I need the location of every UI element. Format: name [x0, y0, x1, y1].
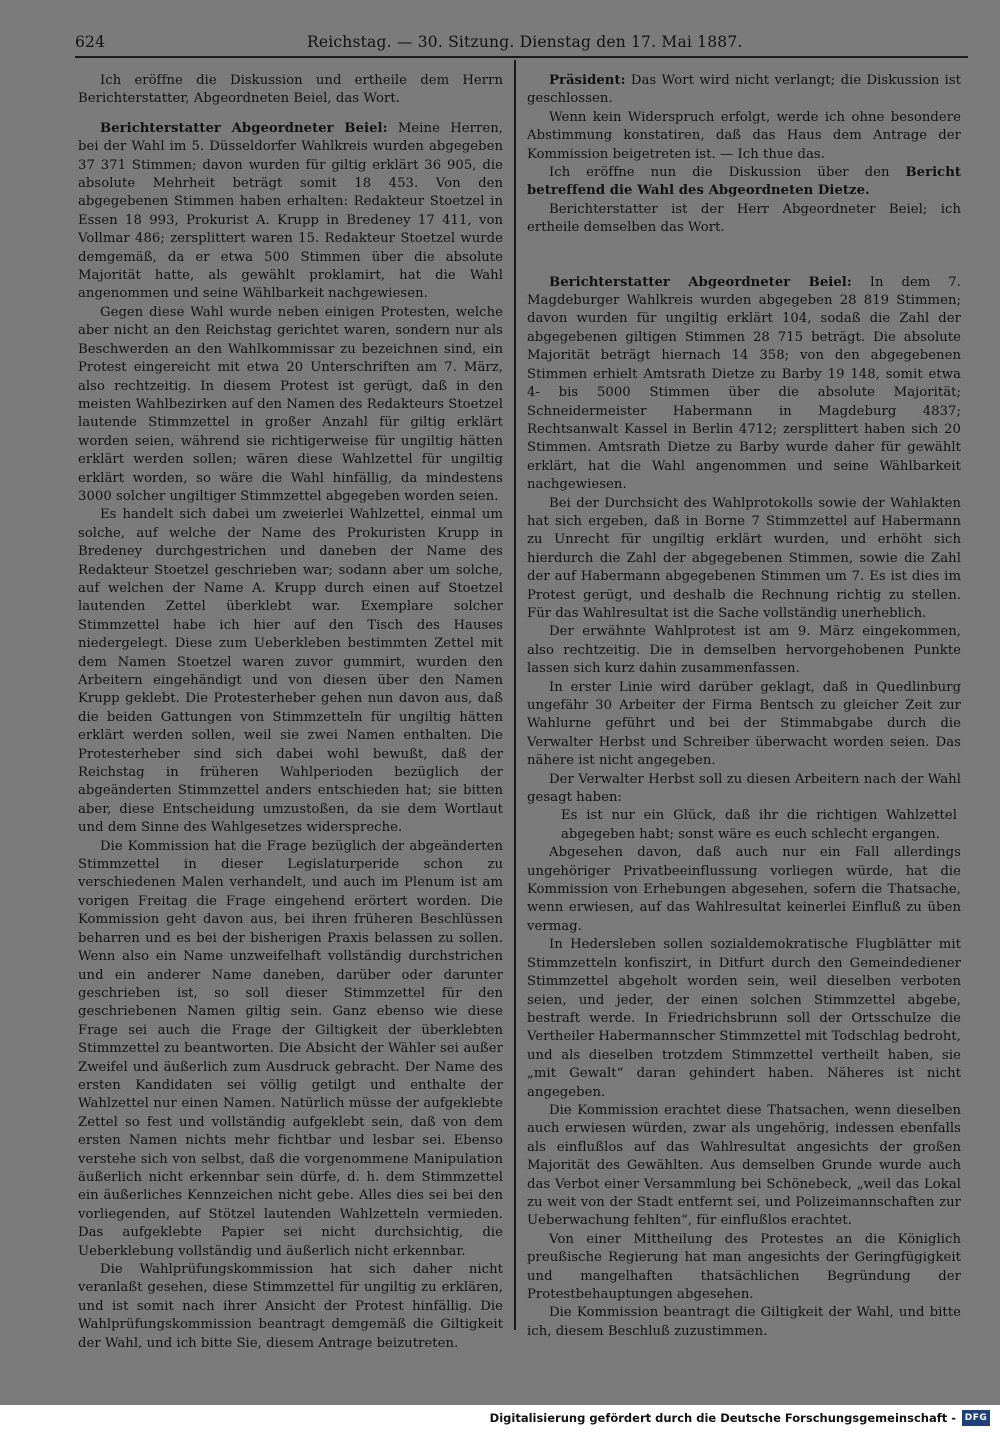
- paragraph: In Hedersleben sollen sozialdemokratische Flugblätter mit Stimmzetteln konfiszirt, in Ditfurt durch den Gemeindediener Stimmzettel abgeholt worden sein, weil dieselben verboten seien, und jeder, der einen solchen Stimmzettel abgebe, bestraft werde. In Friedrichsbrunn soll der Ortsschulze die Vertheiler Habermannscher Stimmzettel mit Todschlag bedroht, und als dieselben trotzdem Stimmzettel vertheilt haben, sie „mit Gewalt“ daran gehindert haben. Näheres ist nicht angegeben.: [527, 937, 961, 1100]
- column-divider: [514, 60, 516, 1330]
- paragraph: Berichterstatter ist der Herr Abgeordneter Beiel; ich ertheile demselben das Wort.: [527, 201, 961, 236]
- paragraph: Wenn kein Widerspruch erfolgt, werde ich ohne besondere Abstimmung konstatiren, daß das Haus dem Antrage der Kommission beigetreten ist. — Ich thue das.: [527, 109, 961, 162]
- agenda-item-title: Bericht betreffend die Wahl des Abgeordneten Dietze.: [527, 165, 961, 199]
- speech-text: In dem 7. Magdeburger Wahlkreis wurden abgegeben 28 819 Stimmen; davon wurden für ungiltig erklärt 104, sodaß die Zahl der abgegebenen giltigen Stimmen 28 715 beträgt. Die absolute Majorität beträgt hiernach 14 358; von den abgegebenen Stimmen erhielt Amtsrath Dietze zu Barby 19 148, somit etwa 4- bis 5000 Stimmen über die absolute Majorität; Schneidermeister Habermann in Magdeburg 4837; Rechtsanwalt Kassel in Berlin 4712; zersplittert haben sich 20 Stimmen. Amtsrath Dietze zu Barby wurde daher für gewählt erklärt, hat die Wahl angenommen und seine Wählbarkeit nachgewiesen.: [527, 274, 961, 493]
- paragraph: In erster Linie wird darüber geklagt, daß in Quedlinburg ungefähr 30 Arbeiter der Firma Bentsch zu gleicher Zeit zur Wahlurne geführt und bei der Stimmabgabe durch die Verwalter Herbst und Schreiber überwacht worden seien. Das nähere ist nicht angegeben.: [527, 679, 961, 769]
- paragraph: Die Kommission erachtet diese Thatsachen, wenn dieselben auch erwiesen würden, zwar als ungehörig, indessen ebenfalls als einflußlos auf das Wahlresultat angesichts der großen Majorität des Gewählten. Aus demselben Grunde wurde auch das Verbot einer Versammlung bei Schönebeck, „weil das Lokal zu weit von der Stadt entfernt sei, und Polizeimannschaften zur Ueberwachung fehlten“, für einflußlos erachtet.: [527, 1102, 961, 1229]
- paragraph: Die Kommission beantragt die Giltigkeit der Wahl, und bitte ich, diesem Beschluß zuzustimmen.: [527, 1305, 961, 1339]
- speech-text: Meine Herren, bei der Wahl im 5. Düsseldorfer Wahlkreis wurden abgegeben 37 371 Stimmen; davon wurden für giltig erklärt 36 905, die absolute Mehrheit beträgt somit 18 453. Von den abgegebenen Stimmen haben erhalten: Redakteur Stoetzel in Essen 18 993, Prokurist A. Krupp in Bredeney 17 411, von Vollmar 486; zersplittert waren 15. Redakteur Stoetzel wurde demgemäß, da er etwa 500 Stimmen über die absolute Majorität hatte, als gewählt proklamirt, hat die Wahl angenommen und seine Wählbarkeit nachgewiesen.: [78, 120, 504, 302]
- paragraph: [527, 274, 961, 495]
- paragraph: [527, 72, 961, 109]
- speech-text: Das Wort wird nicht verlangt; die Diskussion ist geschlossen.: [527, 73, 961, 107]
- paragraph: Abgesehen davon, daß auch nur ein Fall allerdings ungehöriger Privatbeeinflussung vorliegen würde, hat die Kommission von Erhebungen abgesehen, sofern die Thatsache, wenn erwiesen, auf das Wahlresultat keinerlei Einfluß zu üben vermag.: [527, 845, 961, 934]
- paragraph: Bei der Durchsicht des Wahlprotokolls sowie der Wahlakten hat sich ergeben, daß in Borne 7 Stimmzettel auf Habermann zu Unrecht für ungiltig erklärt wurden, und erhöht sich hierdurch die Zahl der abgegebenen Stimmen, sowie die Zahl der auf Habermann abgegebenen Stimmen um 7. Es ist dies im Protest gerügt, und deshalb die Rechnung richtig zu stellen. Für das Wahlresultat ist die Sache vollständig unerheblich.: [527, 495, 961, 621]
- paragraph: [78, 120, 503, 304]
- paragraph: Der Verwalter Herbst soll zu diesen Arbeitern nach der Wahl gesagt haben:: [527, 771, 961, 806]
- paragraph: Es handelt sich dabei um zweierlei Wahlzettel, einmal um solche, auf welche der Name des Prokuristen Krupp in Bredeney durchgestrichen und daneben der Name des Redakteur Stoetzel geschrieben war; sodann aber um solche, auf welchen der Name A. Krupp durch einen auf Stoetzel lautenden Zettel überklebt war. Exemplare solcher Stimmzettel habe ich hier auf den Tisch des Hauses niedergelegt. Diese zum Ueberkleben bestimmten Zettel mit dem Namen Stoetzel waren zuvor gummirt, wurden den Arbeitern eingehändigt und von diesen über den Namen Krupp geklebt. Die Protesterheber gehen nun davon aus, daß die beiden Gattungen von Stimmzetteln für ungiltig hätten erklärt werden sollen, weil sie zwei Namen enthalten. Die Protesterheber sind sich dabei wohl bewußt, daß der Reichstag in früheren Wahlperioden bezüglich der abgeänderten Stimmzettel anders entschieden hat; sie bitten aber, diese Entscheidung umzustoßen, da sie dem Wortlaut und dem Sinne des Wahlgesetzes widerspreche.: [78, 507, 503, 836]
- right-column: [527, 72, 961, 1341]
- paragraph: Der erwähnte Wahlprotest ist am 9. März eingekommen, also rechtzeitig. Die in demselben hervorgehobenen Punkte lassen sich kurz dahin zusammenfassen.: [527, 624, 961, 677]
- footer-bar: [0, 1405, 1000, 1432]
- paragraph: Von einer Mittheilung des Protestes an die Königlich preußische Regierung hat man angesichts der Geringfügigkeit und mangelhaften thatsächlichen Begründung der Protestbehauptungen abgesehen.: [527, 1231, 961, 1302]
- speaker-name: Berichterstatter Abgeordneter Beiel:: [549, 274, 852, 290]
- left-column: [78, 72, 503, 1353]
- header-rule: [75, 56, 968, 58]
- paragraph: Die Wahlprüfungskommission hat sich daher nicht veranlaßt gesehen, diese Stimmzettel für ungiltig zu erklären, und ist somit nach ihrer Ansicht der Protest hinfällig. Die Wahlprüfungskommission beantragt demgemäß die Giltigkeit der Wahl, und ich bitte Sie, diesem Antrage beizutreten.: [78, 1262, 503, 1351]
- running-title: Reichstag. — 30. Sitzung. Dienstag den 17. Mai 1887.: [307, 33, 743, 51]
- speaker-name: Berichterstatter Abgeordneter Beiel:: [100, 120, 388, 136]
- agenda-intro: Ich eröffne nun die Diskussion über den: [549, 165, 906, 181]
- speaker-name: Präsident:: [549, 73, 626, 88]
- footer-credit: Digitalisierung gefördert durch die Deutsche Forschungsgemeinschaft -: [489, 1411, 956, 1425]
- paragraph: Gegen diese Wahl wurde neben einigen Protesten, welche aber nicht an den Reichstag gerichtet waren, sondern nur als Beschwerden an den Wahlkommissar zu bezeichnen sind, ein Protest eingereicht mit etwa 20 Unterschriften am 7. März, also rechtzeitig. In diesem Protest ist gerügt, daß in den meisten Wahlbezirken auf den Namen des Redakteurs Stoetzel lautende Stimmzettel in großer Anzahl für giltig erklärt worden seien, während sie richtigerweise für ungiltig hätten erklärt werden sollen; wären diese Wahlzettel für ungiltig erklärt worden, so wäre die Wahl hinfällig, da mindestens 3000 solcher ungiltiger Stimmzettel abgegeben worden seien.: [78, 304, 503, 504]
- page-number: 624: [75, 33, 106, 51]
- dfg-logo: DFG: [962, 1410, 990, 1426]
- page-header: [75, 30, 967, 54]
- quoted-paragraph: Es ist nur ein Glück, daß ihr die richtigen Wahlzettel abgegeben habt; sonst wäre es euch schlecht ergangen.: [561, 808, 957, 842]
- paragraph: Die Kommission hat die Frage bezüglich der abgeänderten Stimmzettel in dieser Legislaturperide schon zu verschiedenen Malen verhandelt, und auch im Plenum ist am vorigen Freitag die Frage eingehend erörtert worden. Die Kommission geht davon aus, bei ihren früheren Beschlüssen beharren und es bei der bisherigen Praxis belassen zu sollen. Wenn also ein Name unzweifelhaft vollständig durchstrichen und ein anderer Name daneben, darüber oder darunter geschrieben ist, so soll dieser Stimmzettel für den geschriebenen Namen giltig sein. Ganz ebenso wie diese Frage sei auch die Frage der Giltigkeit der überklebten Stimmzettel zu beantworten. Die Absicht der Wähler sei außer Zweifel und äußerlich zum Ausdruck gebracht. Der Name des ersten Kandidaten sei völlig getilgt und enthalte der Wahlzettel nur einen Namen. Natürlich müsse der aufgeklebte Zettel so fest und vollständig aufgeklebt sein, daß von dem ersten Namen nichts mehr fichtbar und lesbar sei. Ebenso verstehe sich von selbst, daß die vorgenommene Manipulation äußerlich nicht erkennbar sein dürfe, d. h. dem Stimmzettel ein äußerliches Kennzeichen nicht gebe. Alles dies sei bei den vorliegenden, auf Stötzel lautenden Wahlzetteln vermieden. Das aufgeklebte Papier sei nicht durchsichtig, die Ueberklebung vollständig und äußerlich nicht erkennbar.: [78, 838, 503, 1259]
- paragraph: [527, 164, 961, 201]
- paragraph: Ich eröffne die Diskussion und ertheile dem Herrn Berichterstatter, Abgeordneten Beiel, das Wort.: [78, 73, 503, 107]
